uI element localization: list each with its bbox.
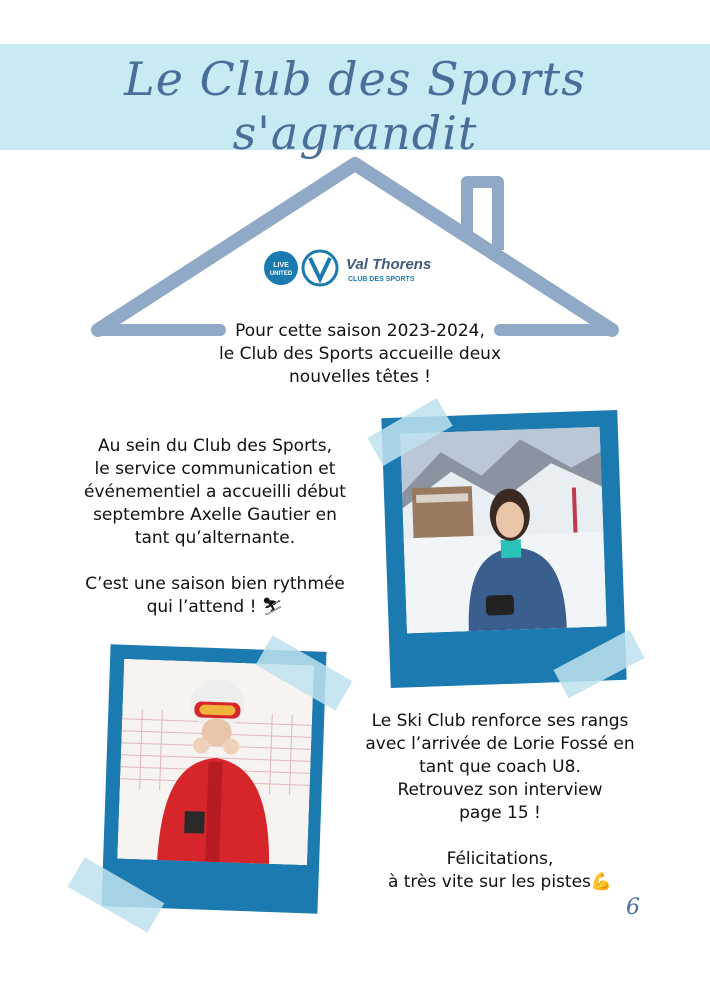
lorie-line: Le Ski Club renforce ses rangs <box>371 711 629 731</box>
lorie-photo <box>117 659 314 866</box>
page-title: Le Club des Sports s'agrandit <box>124 52 586 160</box>
axelle-paragraph <box>60 435 370 619</box>
intro-line: nouvelles têtes ! <box>289 367 431 387</box>
lorie-paragraph <box>345 710 655 894</box>
axelle-line: qui l’attend ! ⛷ <box>146 597 284 617</box>
val-thorens-logo <box>262 248 452 288</box>
axelle-photo <box>400 427 607 634</box>
lorie-line: Félicitations, <box>446 849 554 869</box>
intro-line: Pour cette saison 2023-2024, <box>235 321 485 341</box>
logo-badge-line1: LIVE <box>273 262 289 269</box>
intro-paragraph <box>170 320 550 389</box>
page-number: 6 <box>626 895 640 920</box>
axelle-line: Au sein du Club des Sports, <box>98 436 332 456</box>
logo-name: Val Thorens <box>346 256 432 273</box>
axelle-line: événementiel a accueilli début <box>84 482 346 502</box>
axelle-line: le service communication et <box>94 459 336 479</box>
axelle-line: tant qu’alternante. <box>134 528 296 548</box>
axelle-line: septembre Axelle Gautier en <box>93 505 337 525</box>
lorie-line: à très vite sur les pistes💪 <box>387 872 613 892</box>
lorie-line: Retrouvez son interview <box>397 780 603 800</box>
lorie-line: page 15 ! <box>459 803 541 823</box>
intro-line: le Club des Sports accueille deux <box>218 344 502 364</box>
logo-badge-line2: UNITED <box>269 271 293 277</box>
lorie-line: tant que coach U8. <box>419 757 581 777</box>
axelle-photo-frame <box>381 410 626 688</box>
lorie-line: avec l’arrivée de Lorie Fossé en <box>365 734 635 754</box>
logo-mark-icon <box>262 248 452 288</box>
axelle-line: C’est une saison bien rythmée <box>85 574 345 594</box>
logo-subtitle: CLUB DES SPORTS <box>348 276 415 283</box>
